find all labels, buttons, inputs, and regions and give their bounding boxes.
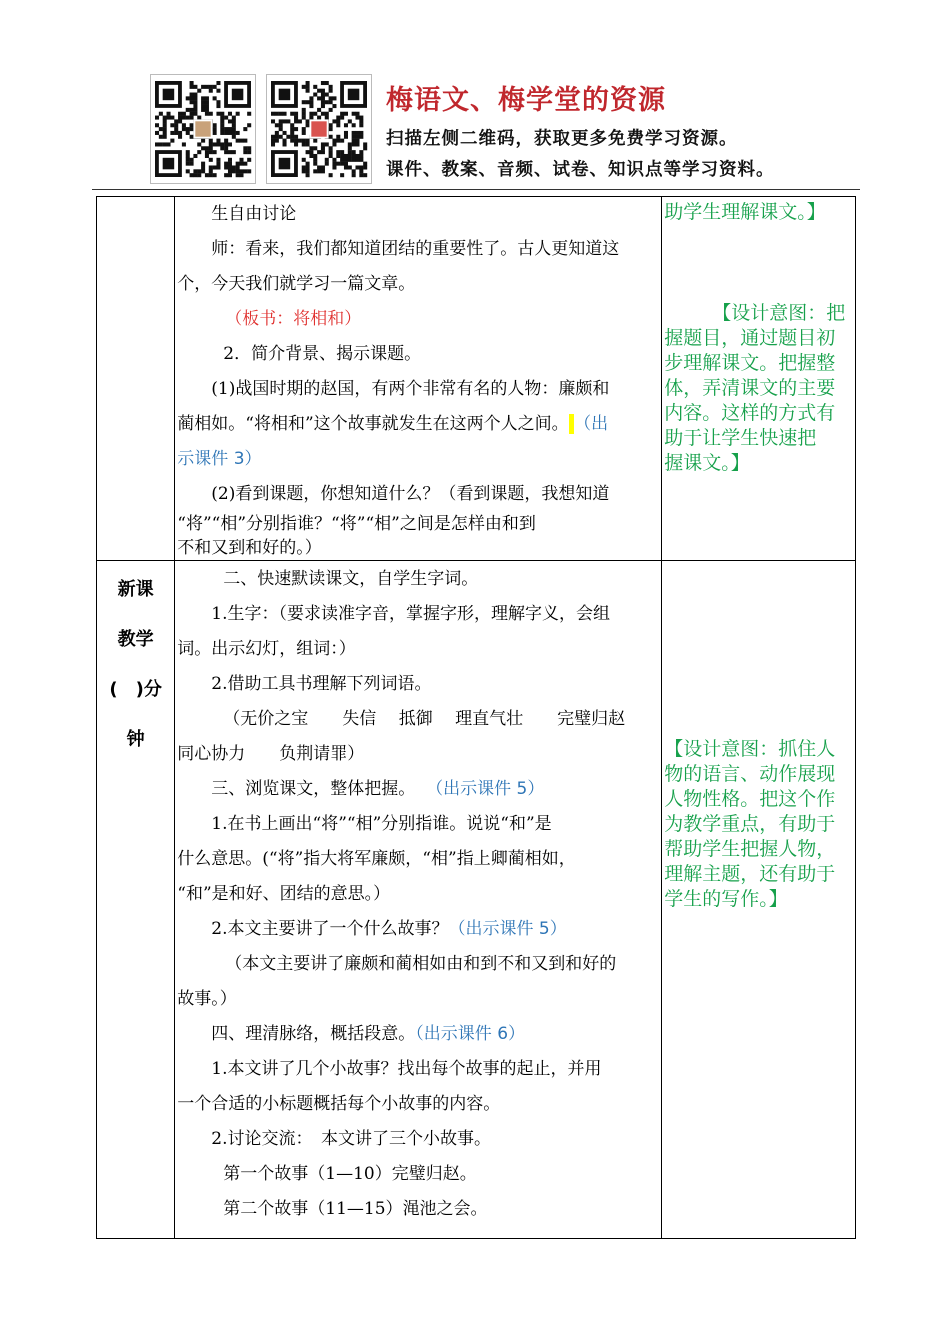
courseware-ref: （出示课件 5） — [426, 779, 545, 799]
text-line: (2)看到课题，你想知道什么？（看到课题，我想知道 — [211, 484, 610, 504]
text-line: “将”“相”分别指谁？“将”“相”之间是怎样由和到 — [177, 514, 536, 534]
design-note: 学生的写作。】 — [664, 888, 788, 910]
text-line: （无价之宝 失信 抵御 理直气壮 完璧归赵 — [223, 709, 626, 729]
qr-code-left[interactable] — [150, 74, 256, 184]
text-line: 第一个故事（1—10）完璧归赵。 — [223, 1164, 477, 1184]
design-cell — [662, 561, 856, 1239]
text-line: 不和又到和好的。） — [177, 538, 322, 558]
text-line: 1.在书上画出“将”“相”分别指谁。说说“和”是 — [211, 814, 552, 834]
text-line: 词。出示幻灯，组词：） — [177, 639, 356, 659]
design-note: 物的语言、动作展现 — [664, 763, 836, 785]
page-header — [0, 0, 950, 192]
design-note: 【设计意图：把 — [712, 302, 846, 324]
design-note: 帮助学生把握人物， — [664, 838, 836, 860]
content-cell — [175, 197, 662, 561]
content-cell — [175, 561, 662, 1239]
text-line: 二、快速默读课文，自学生字词。 — [223, 569, 479, 589]
text-line: 2．简介背景、揭示课题。 — [223, 344, 422, 364]
header-divider — [92, 189, 860, 190]
header-title: 梅语文、梅学堂的资源 — [386, 85, 666, 116]
text-line — [175, 772, 661, 807]
text-line: 2.讨论交流： 本文讲了三个小故事。 — [211, 1129, 492, 1149]
text-line: 故事。） — [177, 989, 237, 1009]
text-line: 个，今天我们就学习一篇文章。 — [177, 274, 416, 294]
text-line: (1)战国时期的赵国，有两个非常有名的人物：廉颇和 — [211, 379, 610, 399]
text-line: 同心协力 负荆请罪） — [177, 744, 365, 764]
stage-label — [97, 561, 174, 765]
text-span: 四、理清脉络，概括段意。 — [211, 1024, 416, 1044]
board-note: （板书：将相和） — [225, 309, 362, 329]
text-line: 什么意思。(“将”指大将军廉颇，“相”指上卿蔺相如， — [177, 849, 576, 869]
design-cell — [662, 197, 856, 561]
design-note: 握课文。】 — [664, 452, 750, 474]
text-span: 蔺相如。“将相和”这个故事就发生在这两个人之间。 — [177, 414, 569, 434]
courseware-ref: （出示课件 5） — [448, 919, 567, 939]
design-note: 为教学重点，有助于 — [664, 813, 836, 835]
table-row — [97, 561, 856, 1239]
text-line: 师：看来，我们都知道团结的重要性了。古人更知道这 — [211, 239, 620, 259]
text-line: “和”是和好、团结的意思。） — [177, 884, 391, 904]
qr-code-right[interactable] — [266, 74, 372, 184]
text-line: （本文主要讲了廉颇和蔺相如由和到不和又到和好的 — [225, 954, 617, 974]
qr-code-icon — [267, 75, 371, 183]
stage-cell — [97, 561, 175, 1239]
qr-code-icon — [151, 75, 255, 183]
courseware-ref: （出示课件 6） — [415, 1024, 526, 1044]
text-line — [175, 912, 661, 947]
text-line — [175, 407, 661, 442]
header-line-2: 课件、教案、音频、试卷、知识点等学习资料。 — [386, 160, 775, 180]
design-note: 握题目，通过题目初 — [664, 327, 836, 349]
text-span: 三、浏览课文，整体把握。 — [211, 779, 416, 799]
courseware-ref: 示课件 3） — [177, 449, 262, 469]
courseware-ref: （出 — [574, 414, 609, 434]
table-row — [97, 197, 856, 561]
text-span: 2.本文主要讲了一个什么故事？ — [211, 919, 449, 939]
design-note: 理解主题，还有助于 — [664, 863, 836, 885]
text-line: 1.生字：（要求读准字音，掌握字形，理解字义，会组 — [211, 604, 611, 624]
text-line: 2.借助工具书理解下列词语。 — [211, 674, 432, 694]
design-note: 内容。这样的方式有 — [664, 402, 836, 424]
stage-label-line: 教学 — [117, 629, 154, 650]
design-note: 人物性格。把这个作 — [664, 788, 836, 810]
text-line: 一个合适的小标题概括每个小故事的内容。 — [177, 1094, 501, 1114]
stage-label-line: 新课 — [117, 579, 154, 600]
design-note: 体，弄清课文的主要 — [664, 377, 836, 399]
design-note: 【设计意图：抓住人 — [664, 738, 836, 760]
text-line: 生自由讨论 — [211, 204, 297, 224]
design-note: 步理解课文。把握整 — [664, 352, 836, 374]
stage-cell — [97, 197, 175, 561]
text-line: 1.本文讲了几个小故事？找出每个故事的起止，并用 — [211, 1059, 602, 1079]
stage-label-line: 钟 — [126, 729, 145, 750]
lesson-plan-table — [96, 196, 856, 1239]
text-line — [175, 1017, 661, 1052]
text-line: 第二个故事（11—15）渑池之会。 — [223, 1199, 488, 1219]
header-line-1: 扫描左侧二维码，获取更多免费学习资源。 — [386, 129, 738, 149]
stage-label-line: ( )分 — [109, 679, 162, 700]
design-note: 助于让学生快速把 — [664, 427, 817, 449]
design-note-top: 助学生理解课文。】 — [664, 201, 826, 223]
